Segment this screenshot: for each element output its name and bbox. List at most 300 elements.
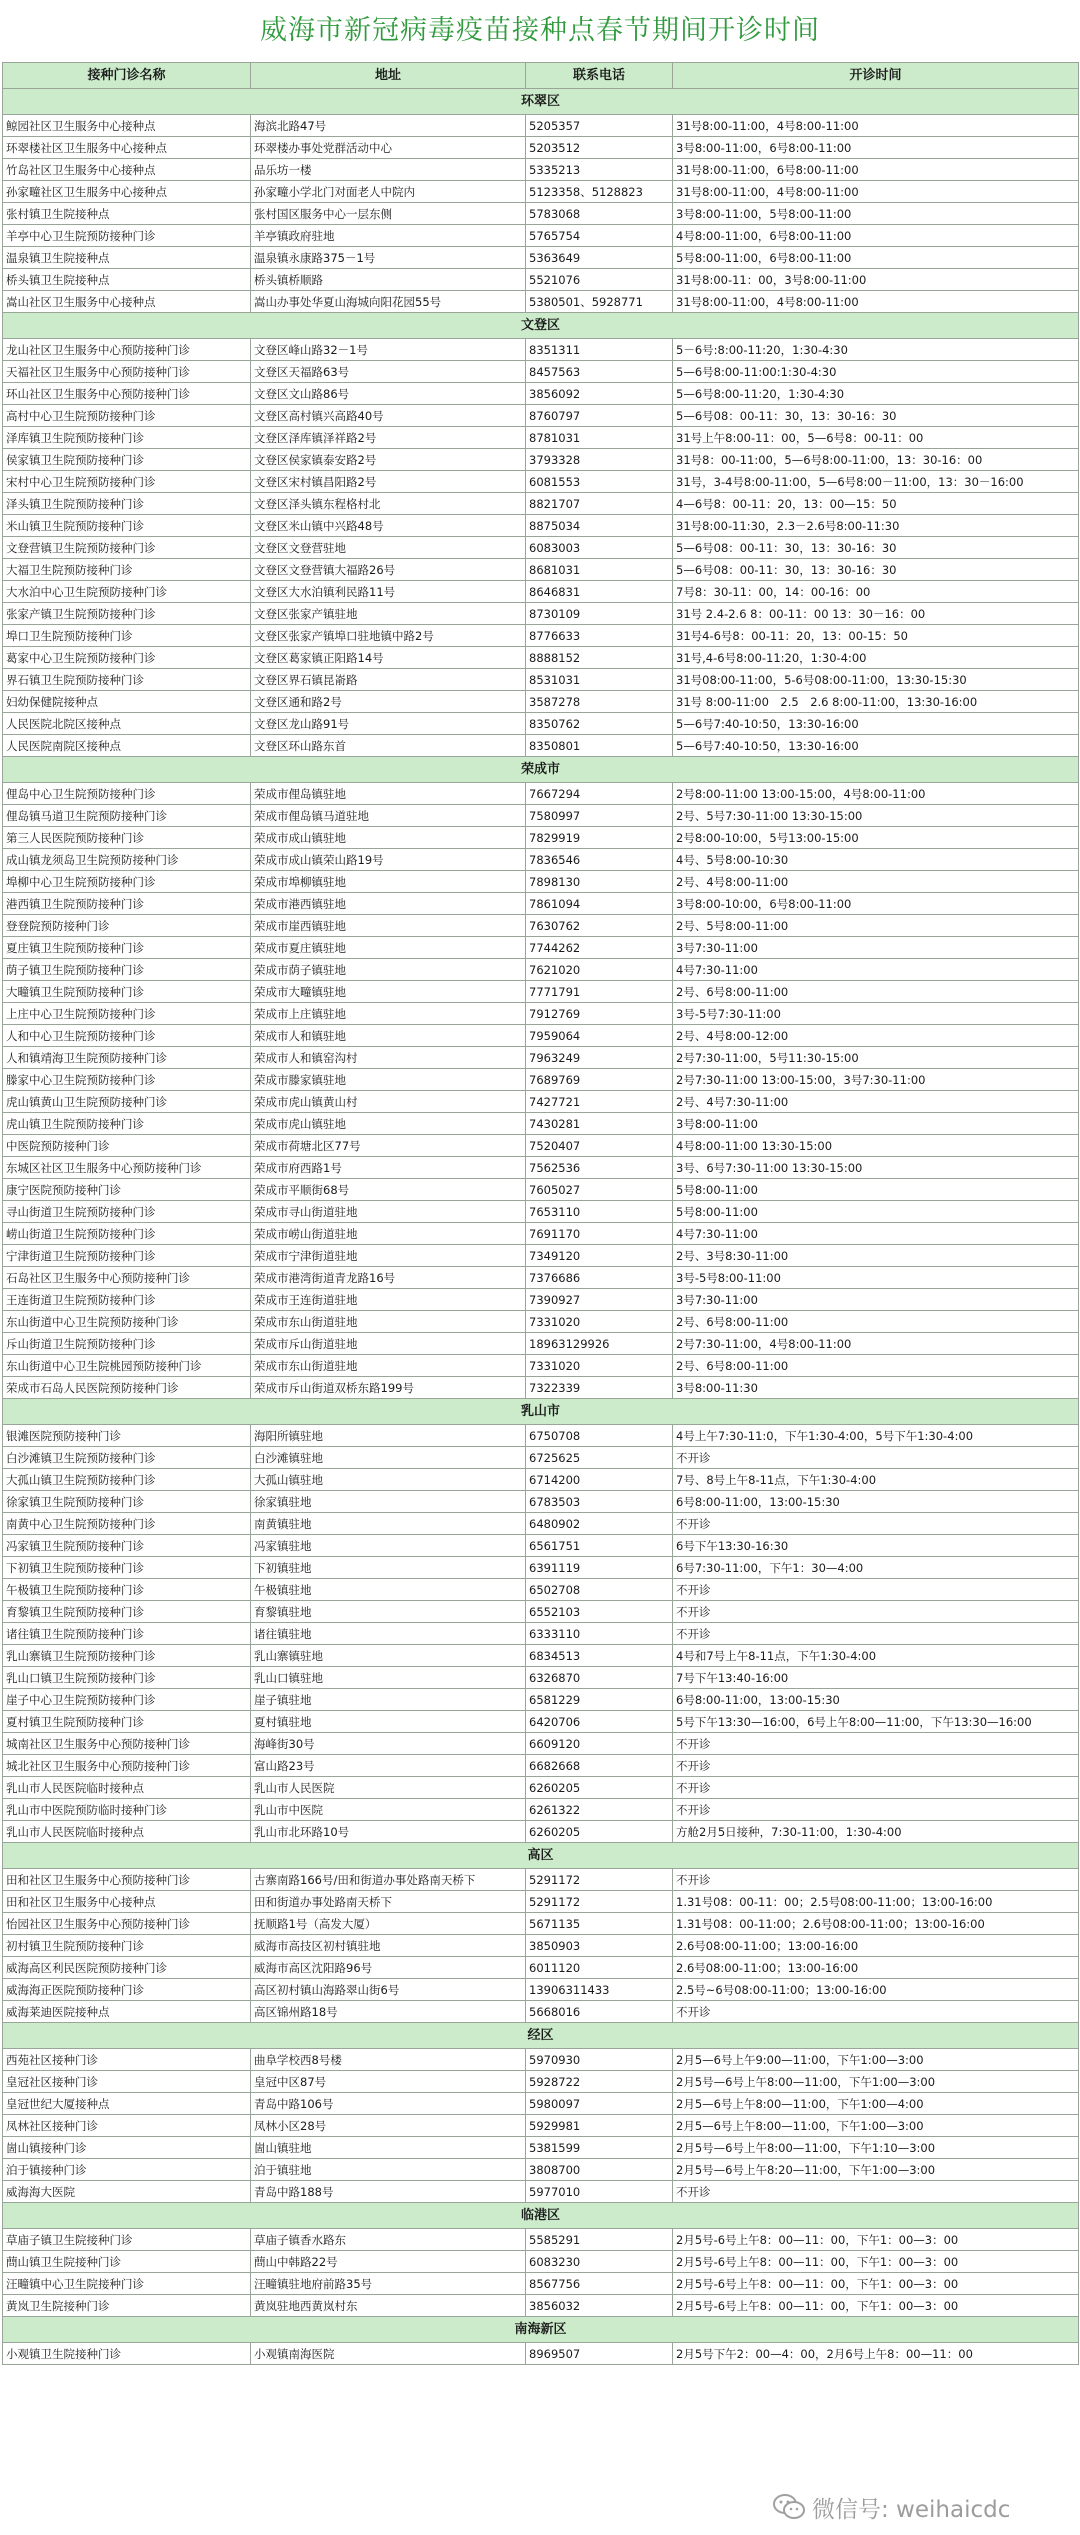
cell-open-time: 不开诊: [673, 2001, 1079, 2023]
cell-address: 文登区环山路东首: [251, 735, 526, 757]
cell-phone: 8646831: [526, 581, 673, 603]
cell-address: 古寨南路166号/田和街道办事处路南天桥下: [251, 1869, 526, 1891]
cell-phone: 6333110: [526, 1623, 673, 1645]
cell-address: 荣成市港湾街道青龙路16号: [251, 1267, 526, 1289]
table-row: [3, 559, 1079, 581]
cell-clinic-name: 乳山口镇卫生院预防接种门诊: [3, 1667, 251, 1689]
cell-clinic-name: 乳山寨镇卫生院预防接种门诊: [3, 1645, 251, 1667]
table-row: [3, 647, 1079, 669]
table-row: [3, 427, 1079, 449]
cell-phone: 8969507: [526, 2343, 673, 2365]
cell-open-time: 5—6号8:00-11:00:1:30-4:30: [673, 361, 1079, 383]
cell-open-time: 6号8:00-11:00，13:00-15:30: [673, 1689, 1079, 1711]
cell-open-time: 不开诊: [673, 1755, 1079, 1777]
cell-clinic-name: 白沙滩镇卫生院预防接种门诊: [3, 1447, 251, 1469]
cell-address: 荣成市斥山街道双桥东路199号: [251, 1377, 526, 1399]
cell-open-time: 不开诊: [673, 1513, 1079, 1535]
cell-address: 荣成市夏庄镇驻地: [251, 937, 526, 959]
table-row: [3, 181, 1079, 203]
table-row: [3, 225, 1079, 247]
table-row: [3, 1003, 1079, 1025]
cell-phone: 6420706: [526, 1711, 673, 1733]
cell-open-time: 2号7:30-11:00 13:00-15:00，3号7:30-11:00: [673, 1069, 1079, 1091]
table-row: [3, 2115, 1079, 2137]
cell-phone: 8457563: [526, 361, 673, 383]
cell-open-time: 2月5号—6号上午8:00—11:00，下午1:00—3:00: [673, 2071, 1079, 2093]
table-row: [3, 1333, 1079, 1355]
cell-phone: 6083230: [526, 2251, 673, 2273]
table-row: [3, 1267, 1079, 1289]
cell-open-time: 不开诊: [673, 1579, 1079, 1601]
cell-phone: 6502708: [526, 1579, 673, 1601]
cell-address: 乳山寨镇驻地: [251, 1645, 526, 1667]
table-row: [3, 137, 1079, 159]
cell-address: 黄岚驻地西黄岚村东: [251, 2295, 526, 2317]
cell-clinic-name: 环山社区卫生服务中心预防接种门诊: [3, 383, 251, 405]
table-row: [3, 493, 1079, 515]
table-row: [3, 1689, 1079, 1711]
table-row: [3, 1157, 1079, 1179]
cell-address: 荣成市宁津街道驻地: [251, 1245, 526, 1267]
cell-clinic-name: 乳山市人民医院临时接种点: [3, 1777, 251, 1799]
cell-clinic-name: 嵩山社区卫生服务中心接种点: [3, 291, 251, 313]
cell-open-time: 7号、8号上午8-11点，下午1:30-4:00: [673, 1469, 1079, 1491]
table-header-row: [3, 63, 1079, 89]
cell-open-time: 2号、5号8:00-11:00: [673, 915, 1079, 937]
cell-phone: 3793328: [526, 449, 673, 471]
wechat-watermark: [772, 2487, 1072, 2527]
cell-clinic-name: 黄岚卫生院接种门诊: [3, 2295, 251, 2317]
cell-address: 诸往镇驻地: [251, 1623, 526, 1645]
schedule-table: [2, 62, 1079, 2365]
cell-clinic-name: 冯家镇卫生院预防接种门诊: [3, 1535, 251, 1557]
cell-clinic-name: 银滩医院预防接种门诊: [3, 1425, 251, 1447]
cell-open-time: 31号8:00-11:00，4号8:00-11:00: [673, 291, 1079, 313]
cell-clinic-name: 小观镇卫生院接种门诊: [3, 2343, 251, 2365]
cell-clinic-name: 王连街道卫生院预防接种门诊: [3, 1289, 251, 1311]
cell-phone: 5980097: [526, 2093, 673, 2115]
cell-phone: 6725625: [526, 1447, 673, 1469]
cell-address: 文登区文登营镇大福路26号: [251, 559, 526, 581]
cell-address: 荣成市虎山镇黄山村: [251, 1091, 526, 1113]
cell-phone: 8875034: [526, 515, 673, 537]
cell-clinic-name: 威海海正医院预防接种门诊: [3, 1979, 251, 2001]
table-row: [3, 361, 1079, 383]
cell-clinic-name: 宋村中心卫生院预防接种门诊: [3, 471, 251, 493]
cell-open-time: 4—6号8：00-11：20，13：00—15：50: [673, 493, 1079, 515]
table-row: [3, 783, 1079, 805]
cell-address: 文登区宋村镇昌阳路2号: [251, 471, 526, 493]
cell-clinic-name: 滕家中心卫生院预防接种门诊: [3, 1069, 251, 1091]
cell-clinic-name: 威海海大医院: [3, 2181, 251, 2203]
cell-phone: 8351311: [526, 339, 673, 361]
cell-address: 威海市高区沈阳路96号: [251, 1957, 526, 1979]
cell-open-time: 2月5号-6号上午8：00—11：00，下午1：00—3：00: [673, 2273, 1079, 2295]
cell-phone: 6480902: [526, 1513, 673, 1535]
cell-address: 大孤山镇驻地: [251, 1469, 526, 1491]
table-row: [3, 1777, 1079, 1799]
cell-phone: 6261322: [526, 1799, 673, 1821]
section-row: [3, 89, 1079, 115]
cell-phone: 13906311433: [526, 1979, 673, 2001]
cell-clinic-name: 诸往镇卫生院预防接种门诊: [3, 1623, 251, 1645]
table-row: [3, 893, 1079, 915]
cell-clinic-name: 田和社区卫生服务中心预防接种门诊: [3, 1869, 251, 1891]
cell-open-time: 3号8:00-11:00，5号8:00-11:00: [673, 203, 1079, 225]
cell-address: 荣成市滕家镇驻地: [251, 1069, 526, 1091]
header-phone: 联系电话: [526, 63, 673, 89]
cell-open-time: 3号8:00-11:00，6号8:00-11:00: [673, 137, 1079, 159]
cell-phone: 5671135: [526, 1913, 673, 1935]
cell-address: 张村国区服务中心一层东侧: [251, 203, 526, 225]
cell-phone: 6391119: [526, 1557, 673, 1579]
cell-phone: 5291172: [526, 1891, 673, 1913]
cell-open-time: 6号7:30-11:00，下午1：30—4:00: [673, 1557, 1079, 1579]
cell-address: 荣成市荫子镇驻地: [251, 959, 526, 981]
table-row: [3, 1513, 1079, 1535]
table-row: [3, 1377, 1079, 1399]
table-row: [3, 449, 1079, 471]
cell-clinic-name: 人民医院北院区接种点: [3, 713, 251, 735]
cell-open-time: 不开诊: [673, 1799, 1079, 1821]
cell-address: 文登区葛家镇正阳路14号: [251, 647, 526, 669]
cell-address: 荣成市大疃镇驻地: [251, 981, 526, 1003]
cell-phone: 7322339: [526, 1377, 673, 1399]
cell-clinic-name: 张村镇卫生院接种点: [3, 203, 251, 225]
cell-address: 荣成市崖西镇驻地: [251, 915, 526, 937]
cell-address: 汪疃镇驻地府前路35号: [251, 2273, 526, 2295]
table-row: [3, 115, 1079, 137]
cell-phone: 5929981: [526, 2115, 673, 2137]
cell-address: 夏村镇驻地: [251, 1711, 526, 1733]
cell-clinic-name: 皇冠社区接种门诊: [3, 2071, 251, 2093]
cell-clinic-name: 荣成市石岛人民医院预防接种门诊: [3, 1377, 251, 1399]
cell-open-time: 31号 2.4-2.6 8：00-11：00 13：30－16：00: [673, 603, 1079, 625]
cell-phone: 5381599: [526, 2137, 673, 2159]
cell-phone: 6260205: [526, 1821, 673, 1843]
cell-open-time: 2月5—6号上午8:00—11:00，下午1:00—3:00: [673, 2115, 1079, 2137]
cell-address: 田和街道办事处路南天桥下: [251, 1891, 526, 1913]
cell-phone: 6260205: [526, 1777, 673, 1799]
cell-address: 抚顺路1号（高发大厦）: [251, 1913, 526, 1935]
cell-address: 青岛中路188号: [251, 2181, 526, 2203]
table-row: [3, 1667, 1079, 1689]
section-row: [3, 757, 1079, 783]
table-row: [3, 1311, 1079, 1333]
cell-phone: 7771791: [526, 981, 673, 1003]
cell-clinic-name: 蔄山镇卫生院接种门诊: [3, 2251, 251, 2273]
cell-address: 嵩山办事处华夏山海城向阳花园55号: [251, 291, 526, 313]
cell-address: 文登区大水泊镇利民路11号: [251, 581, 526, 603]
cell-open-time: 6号8:00-11:00，13:00-15:30: [673, 1491, 1079, 1513]
cell-clinic-name: 凤林社区接种门诊: [3, 2115, 251, 2137]
cell-clinic-name: 上庄中心卫生院预防接种门诊: [3, 1003, 251, 1025]
cell-phone: 6011120: [526, 1957, 673, 1979]
cell-phone: 8531031: [526, 669, 673, 691]
cell-open-time: 3号7:30-11:00: [673, 937, 1079, 959]
cell-clinic-name: 崂山街道卫生院预防接种门诊: [3, 1223, 251, 1245]
table-row: [3, 959, 1079, 981]
cell-clinic-name: 人民医院南院区接种点: [3, 735, 251, 757]
table-row: [3, 1979, 1079, 2001]
cell-open-time: 31号4-6号8：00-11：20，13：00-15：50: [673, 625, 1079, 647]
header-clinic-name: 接种门诊名称: [3, 63, 251, 89]
cell-open-time: 2号、6号8:00-11:00: [673, 981, 1079, 1003]
cell-open-time: 方舱2月5日接种，7:30-11:00，1:30-4:00: [673, 1821, 1079, 1843]
table-row: [3, 2001, 1079, 2023]
cell-clinic-name: 米山镇卫生院预防接种门诊: [3, 515, 251, 537]
cell-open-time: 4号8:00-11:00，6号8:00-11:00: [673, 225, 1079, 247]
table-row: [3, 1289, 1079, 1311]
table-row: [3, 1201, 1079, 1223]
cell-phone: 5668016: [526, 2001, 673, 2023]
cell-address: 海阳所镇驻地: [251, 1425, 526, 1447]
cell-address: 荣成市俚岛镇马道驻地: [251, 805, 526, 827]
cell-address: 曲阜学校西8号楼: [251, 2049, 526, 2071]
cell-phone: 7653110: [526, 1201, 673, 1223]
cell-phone: 6581229: [526, 1689, 673, 1711]
table-row: [3, 291, 1079, 313]
cell-phone: 8350762: [526, 713, 673, 735]
cell-clinic-name: 午极镇卫生院预防接种门诊: [3, 1579, 251, 1601]
cell-address: 高区初村镇山海路翠山街6号: [251, 1979, 526, 2001]
cell-phone: 6783503: [526, 1491, 673, 1513]
cell-address: 文登区泽头镇东程格村北: [251, 493, 526, 515]
table-row: [3, 1113, 1079, 1135]
cell-clinic-name: 南黄中心卫生院预防接种门诊: [3, 1513, 251, 1535]
cell-clinic-name: 登登院预防接种门诊: [3, 915, 251, 937]
cell-address: 荣成市人和镇窑沟村: [251, 1047, 526, 1069]
cell-phone: 7376686: [526, 1267, 673, 1289]
table-row: [3, 1733, 1079, 1755]
table-row: [3, 1821, 1079, 1843]
table-row: [3, 981, 1079, 1003]
table-row: [3, 247, 1079, 269]
table-row: [3, 2181, 1079, 2203]
cell-clinic-name: 俚岛中心卫生院预防接种门诊: [3, 783, 251, 805]
cell-open-time: 6号下午13:30-16:30: [673, 1535, 1079, 1557]
cell-phone: 5521076: [526, 269, 673, 291]
cell-phone: 7430281: [526, 1113, 673, 1135]
table-row: [3, 713, 1079, 735]
cell-address: 文登区泽库镇泽祥路2号: [251, 427, 526, 449]
cell-open-time: 4号8:00-11:00 13:30-15:00: [673, 1135, 1079, 1157]
table-row: [3, 1469, 1079, 1491]
cell-phone: 7912769: [526, 1003, 673, 1025]
cell-clinic-name: 东城区社区卫生服务中心预防接种门诊: [3, 1157, 251, 1179]
cell-address: 徐家镇驻地: [251, 1491, 526, 1513]
cell-phone: 6682668: [526, 1755, 673, 1777]
cell-clinic-name: 孙家疃社区卫生服务中心接种点: [3, 181, 251, 203]
cell-phone: 6834513: [526, 1645, 673, 1667]
table-row: [3, 2159, 1079, 2181]
cell-address: 文登区文山路86号: [251, 383, 526, 405]
cell-open-time: 5－6号:8:00-11:20，1:30-4:30: [673, 339, 1079, 361]
cell-phone: 6561751: [526, 1535, 673, 1557]
cell-open-time: 5—6号7:40-10:50，13:30-16:00: [673, 735, 1079, 757]
cell-open-time: 31号上午8:00-11：00，5—6号8：00-11：00: [673, 427, 1079, 449]
cell-phone: 6552103: [526, 1601, 673, 1623]
cell-phone: 8730109: [526, 603, 673, 625]
table-row: [3, 1135, 1079, 1157]
cell-open-time: 2月5号—6号上午8:00—11:00，下午1:10—3:00: [673, 2137, 1079, 2159]
cell-phone: 6750708: [526, 1425, 673, 1447]
cell-phone: 3856092: [526, 383, 673, 405]
cell-clinic-name: 草庙子镇卫生院接种门诊: [3, 2229, 251, 2251]
table-row: [3, 471, 1079, 493]
cell-address: 小观镇南海医院: [251, 2343, 526, 2365]
cell-address: 荣成市人和镇驻地: [251, 1025, 526, 1047]
cell-phone: 8567756: [526, 2273, 673, 2295]
cell-clinic-name: 侯家镇卫生院预防接种门诊: [3, 449, 251, 471]
cell-phone: 3808700: [526, 2159, 673, 2181]
cell-open-time: 2月5号—6号上午8:20—11:00，下午1:00—3:00: [673, 2159, 1079, 2181]
cell-open-time: 31号,4-6号8:00-11:20，1:30-4:00: [673, 647, 1079, 669]
cell-address: 白沙滩镇驻地: [251, 1447, 526, 1469]
cell-open-time: 5—6号08：00-11：30，13：30-16：30: [673, 405, 1079, 427]
cell-phone: 6083003: [526, 537, 673, 559]
cell-phone: 7520407: [526, 1135, 673, 1157]
cell-open-time: 5—6号08：00-11：30，13：30-16：30: [673, 537, 1079, 559]
cell-open-time: 5号8:00-11:00，6号8:00-11:00: [673, 247, 1079, 269]
cell-address: 文登区米山镇中兴路48号: [251, 515, 526, 537]
cell-address: 文登区侯家镇泰安路2号: [251, 449, 526, 471]
cell-phone: 5585291: [526, 2229, 673, 2251]
cell-clinic-name: 夏村镇卫生院预防接种门诊: [3, 1711, 251, 1733]
cell-clinic-name: 威海莱迪医院接种点: [3, 2001, 251, 2023]
cell-address: 午极镇驻地: [251, 1579, 526, 1601]
cell-open-time: 2.6号08:00-11:00；13:00-16:00: [673, 1935, 1079, 1957]
cell-phone: 3850903: [526, 1935, 673, 1957]
cell-clinic-name: 下初镇卫生院预防接种门诊: [3, 1557, 251, 1579]
cell-phone: 7829919: [526, 827, 673, 849]
cell-address: 羊亭镇政府驻地: [251, 225, 526, 247]
cell-address: 荣成市东山街道驻地: [251, 1311, 526, 1333]
cell-phone: 5380501、5928771: [526, 291, 673, 313]
cell-phone: 5765754: [526, 225, 673, 247]
cell-clinic-name: 埠柳中心卫生院预防接种门诊: [3, 871, 251, 893]
table-row: [3, 691, 1079, 713]
cell-open-time: 4号上午7:30-11:0，下午1:30-4:00，5号下午1:30-4:00: [673, 1425, 1079, 1447]
cell-clinic-name: 俚岛镇马道卫生院预防接种门诊: [3, 805, 251, 827]
cell-clinic-name: 中医院预防接种门诊: [3, 1135, 251, 1157]
cell-address: 荣成市成山镇荣山路19号: [251, 849, 526, 871]
table-row: [3, 1179, 1079, 1201]
cell-address: 富山路23号: [251, 1755, 526, 1777]
cell-clinic-name: 第三人民医院预防接种门诊: [3, 827, 251, 849]
cell-clinic-name: 港西镇卫生院预防接种门诊: [3, 893, 251, 915]
cell-phone: 7331020: [526, 1355, 673, 1377]
cell-clinic-name: 环翠楼社区卫生服务中心接种点: [3, 137, 251, 159]
cell-phone: 7630762: [526, 915, 673, 937]
cell-address: 荣成市荷塘北区77号: [251, 1135, 526, 1157]
cell-open-time: 不开诊: [673, 1733, 1079, 1755]
cell-clinic-name: 葛家中心卫生院预防接种门诊: [3, 647, 251, 669]
cell-address: 文登区天福路63号: [251, 361, 526, 383]
table-row: [3, 2251, 1079, 2273]
cell-clinic-name: 西苑社区接种门诊: [3, 2049, 251, 2071]
cell-open-time: 31号8:00-11:00，4号8:00-11:00: [673, 181, 1079, 203]
cell-open-time: 2号、6号8:00-11:00: [673, 1311, 1079, 1333]
cell-phone: 7959064: [526, 1025, 673, 1047]
cell-phone: 7390927: [526, 1289, 673, 1311]
cell-open-time: 不开诊: [673, 1777, 1079, 1799]
table-row: [3, 849, 1079, 871]
cell-clinic-name: 宁津街道卫生院预防接种门诊: [3, 1245, 251, 1267]
cell-open-time: 31号8：00-11:00，5—6号8:00-11:00，13：30-16：00: [673, 449, 1079, 471]
section-title: 高区: [3, 1843, 1079, 1869]
cell-address: 海滨北路47号: [251, 115, 526, 137]
table-row: [3, 1579, 1079, 1601]
cell-address: 环翠楼办事处党群活动中心: [251, 137, 526, 159]
table-row: [3, 1069, 1079, 1091]
cell-clinic-name: 埠口卫生院预防接种门诊: [3, 625, 251, 647]
cell-clinic-name: 虎山镇卫生院预防接种门诊: [3, 1113, 251, 1135]
cell-clinic-name: 大疃镇卫生院预防接种门诊: [3, 981, 251, 1003]
cell-address: 孙家疃小学北门对面老人中院内: [251, 181, 526, 203]
cell-address: 凤林小区28号: [251, 2115, 526, 2137]
cell-open-time: 2号、5号7:30-11:00 13:30-15:00: [673, 805, 1079, 827]
table-row: [3, 871, 1079, 893]
cell-phone: 6609120: [526, 1733, 673, 1755]
cell-address: 乳山市人民医院: [251, 1777, 526, 1799]
cell-address: 品乐坊一楼: [251, 159, 526, 181]
cell-phone: 18963129926: [526, 1333, 673, 1355]
table-row: [3, 1957, 1079, 1979]
table-row: [3, 1601, 1079, 1623]
cell-address: 桥头镇桥顺路: [251, 269, 526, 291]
cell-phone: 5203512: [526, 137, 673, 159]
table-row: [3, 1799, 1079, 1821]
cell-clinic-name: 崖子中心卫生院预防接种门诊: [3, 1689, 251, 1711]
cell-open-time: 5号下午13:30—16:00，6号上午8:00—11:00，下午13:30—16:00: [673, 1711, 1079, 1733]
cell-phone: 7331020: [526, 1311, 673, 1333]
section-title: 南海新区: [3, 2317, 1079, 2343]
cell-open-time: 3号、6号7:30-11:00 13:30-15:00: [673, 1157, 1079, 1179]
cell-address: 崮山镇驻地: [251, 2137, 526, 2159]
cell-address: 荣成市东山街道驻地: [251, 1355, 526, 1377]
section-title: 乳山市: [3, 1399, 1079, 1425]
table-row: [3, 203, 1079, 225]
cell-open-time: 2月5号-6号上午8：00—11：00，下午1：00—3：00: [673, 2251, 1079, 2273]
header-address: 地址: [251, 63, 526, 89]
cell-open-time: 4号7:30-11:00: [673, 1223, 1079, 1245]
cell-phone: 6326870: [526, 1667, 673, 1689]
cell-open-time: 2号、4号8:00-12:00: [673, 1025, 1079, 1047]
cell-phone: 8760797: [526, 405, 673, 427]
cell-clinic-name: 徐家镇卫生院预防接种门诊: [3, 1491, 251, 1513]
table-row: [3, 1535, 1079, 1557]
cell-open-time: 5—6号7:40-10:50，13:30-16:00: [673, 713, 1079, 735]
cell-clinic-name: 皇冠世纪大厦接种点: [3, 2093, 251, 2115]
cell-clinic-name: 妇幼保健院接种点: [3, 691, 251, 713]
cell-address: 乳山市北环路10号: [251, 1821, 526, 1843]
cell-phone: 8821707: [526, 493, 673, 515]
cell-clinic-name: 虎山镇黄山卫生院预防接种门诊: [3, 1091, 251, 1113]
cell-address: 威海市高技区初村镇驻地: [251, 1935, 526, 1957]
cell-address: 草庙子镇香水路东: [251, 2229, 526, 2251]
section-row: [3, 1843, 1079, 1869]
cell-phone: 7580997: [526, 805, 673, 827]
table-row: [3, 515, 1079, 537]
table-row: [3, 269, 1079, 291]
cell-open-time: 2号7:30-11:00，4号8:00-11:00: [673, 1333, 1079, 1355]
cell-open-time: 3号8:00-11:00: [673, 1113, 1079, 1135]
table-row: [3, 805, 1079, 827]
cell-open-time: 2号、4号7:30-11:00: [673, 1091, 1079, 1113]
table-row: [3, 2071, 1079, 2093]
table-row: [3, 2273, 1079, 2295]
